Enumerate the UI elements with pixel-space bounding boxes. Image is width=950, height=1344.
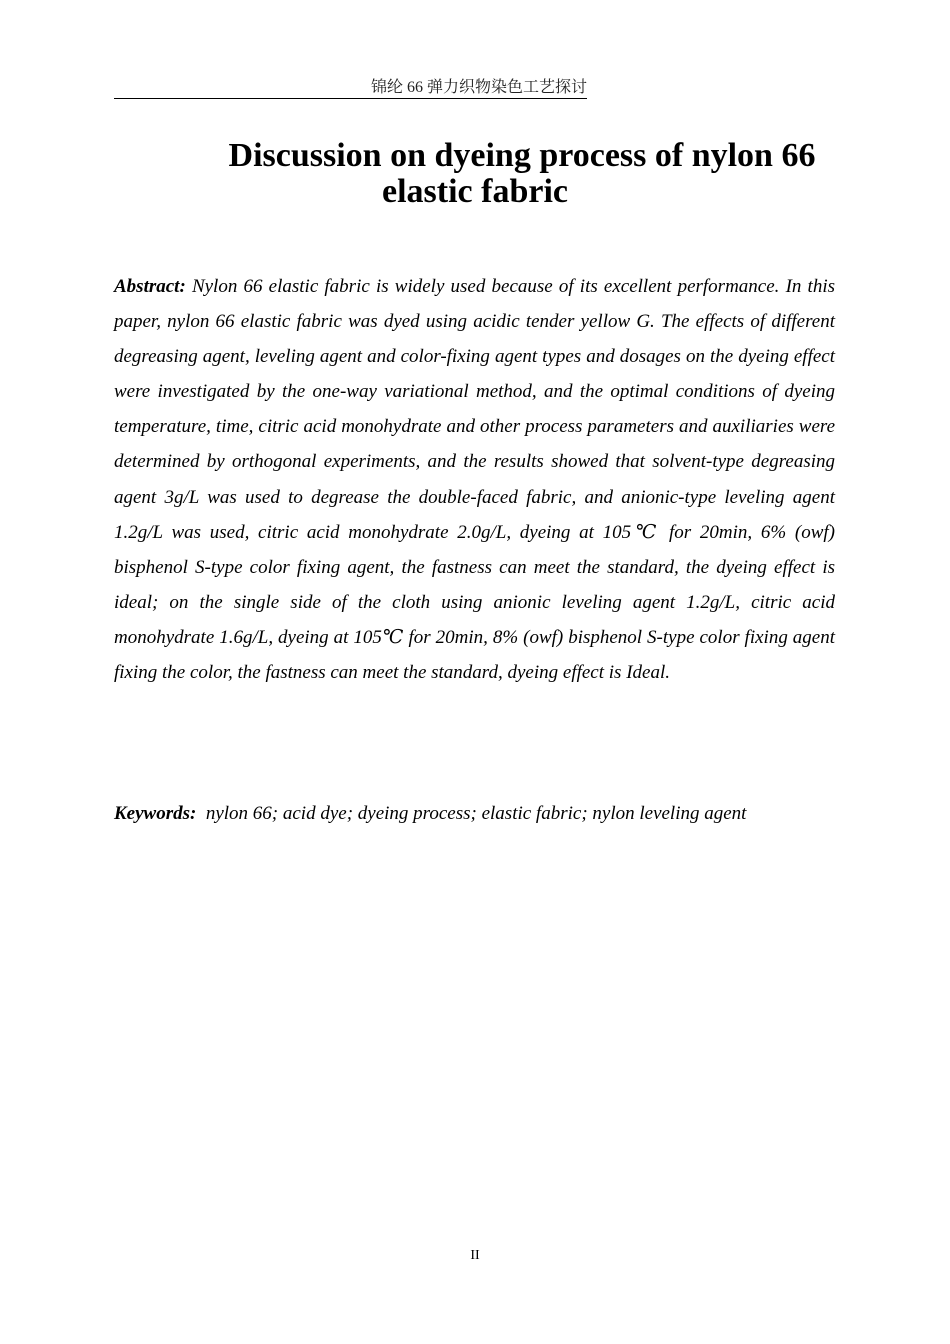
title-line-1: Discussion on dyeing process of nylon 66: [228, 137, 816, 174]
page-title: [114, 138, 836, 210]
keywords-text: nylon 66; acid dye; dyeing process; elastic fabric; nylon leveling agent: [205, 803, 747, 824]
abstract-paragraph: [114, 269, 835, 690]
abstract-label: Abstract:: [114, 276, 186, 297]
keywords-label: Keywords:: [114, 803, 197, 824]
running-header: 锦纶 66 弹力织物染色工艺探讨: [114, 78, 587, 99]
keywords-paragraph: [114, 796, 835, 831]
page-number: II: [470, 1248, 480, 1263]
abstract-text: Nylon 66 elastic fabric is widely used because of its excellent performance. In this paper, nylon 66 elastic fabric was dyed using acidic tender yellow G. The effects of different degreasing agent, leveling agent and color-fixing agent types and dosages on the dyeing effect were investigated by the one-way variational method, and the optimal conditions of dyeing temperature, time, citric acid monohydrate and other process parameters and auxiliaries were determined by orthogonal experiments, and the results showed that solvent-type degreasing agent 3g/L was used to degrease the double-faced fabric, and anionic-type leveling agent 1.2g/L was used, citric acid monohydrate 2.0g/L, dyeing at 105℃ for 20min, 6% (owf) bisphenol S-type color fixing agent, the fastness can meet the standard, the dyeing effect is ideal; on the single side of the cloth using anionic leveling agent 1.2g/L, citric acid monohydrate 1.6g/L, dyeing at 105℃ for 20min, 8% (owf) bisphenol S-type color fixing agent fixing the color, the fastness can meet the standard, dyeing effect is Ideal.: [114, 276, 836, 684]
title-line-2: elastic fabric: [382, 173, 568, 210]
